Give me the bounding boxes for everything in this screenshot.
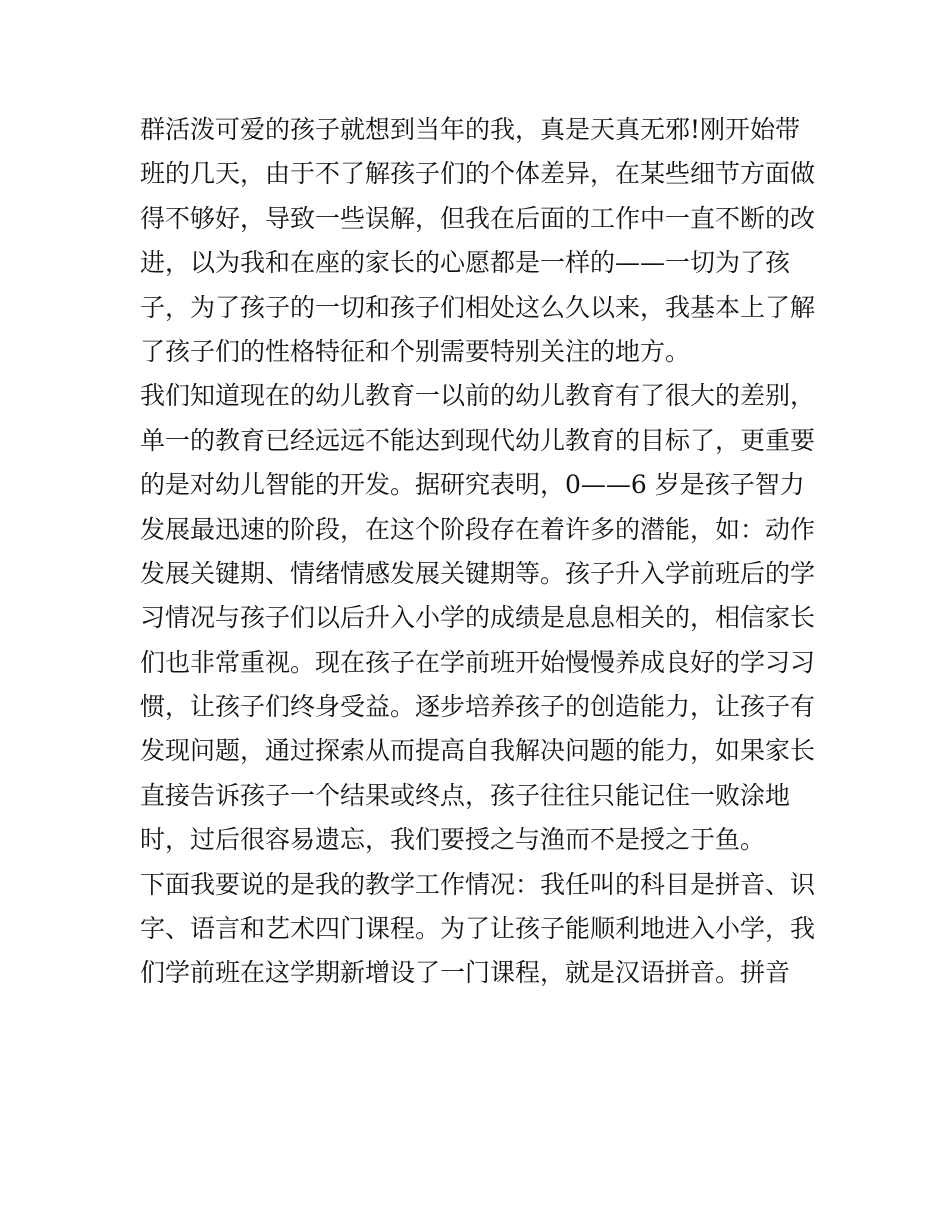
text-line: 们也非常重视。现在孩子在学前班开始慢慢养成良好的学习习 — [140, 647, 816, 677]
text-line: 们学前班在这学期新增设了一门课程，就是汉语拼音。拼音 — [140, 958, 791, 988]
text-line: 字、语言和艺术四门课程。为了让孩子能顺利地进入小学，我 — [140, 914, 816, 944]
text-line: 单一的教育已经远远不能达到现代幼儿教育的目标了，更重要 — [140, 425, 816, 455]
text-line: 得不够好，导致一些误解，但我在后面的工作中一直不断的改 — [140, 203, 816, 233]
text-line: 子，为了孩子的一切和孩子们相处这么久以来，我基本上了解 — [140, 292, 816, 322]
text-line: 的是对幼儿智能的开发。据研究表明，0——6 岁是孩子智力 — [140, 470, 805, 500]
text-line: 我们知道现在的幼儿教育一以前的幼儿教育有了很大的差别， — [140, 381, 816, 411]
text-line: 习情况与孩子们以后升入小学的成绩是息息相关的，相信家长 — [140, 603, 816, 633]
body-text — [140, 108, 820, 996]
text-line: 群活泼可爱的孩子就想到当年的我，真是天真无邪!刚开始带 — [140, 115, 801, 144]
text-line: 惯，让孩子们终身受益。逐步培养孩子的创造能力，让孩子有 — [140, 692, 816, 722]
text-line: 进，以为我和在座的家长的心愿都是一样的——一切为了孩 — [140, 248, 791, 278]
text-line: 班的几天，由于不了解孩子们的个体差异，在某些细节方面做 — [140, 159, 816, 189]
text-line: 了孩子们的性格特征和个别需要特别关注的地方。 — [140, 336, 691, 366]
text-line: 发展最迅速的阶段，在这个阶段存在着许多的潜能，如：动作 — [140, 514, 816, 544]
text-line: 直接告诉孩子一个结果或终点，孩子往往只能记住一败涂地 — [140, 780, 791, 810]
text-line: 发展关键期、情绪情感发展关键期等。孩子升入学前班后的学 — [140, 558, 816, 588]
text-line: 时，过后很容易遗忘，我们要授之与渔而不是授之于鱼。 — [140, 825, 766, 855]
text-line: 下面我要说的是我的教学工作情况：我任叫的科目是拼音、识 — [140, 869, 816, 899]
text-line: 发现问题，通过探索从而提高自我解决问题的能力，如果家长 — [140, 736, 816, 766]
